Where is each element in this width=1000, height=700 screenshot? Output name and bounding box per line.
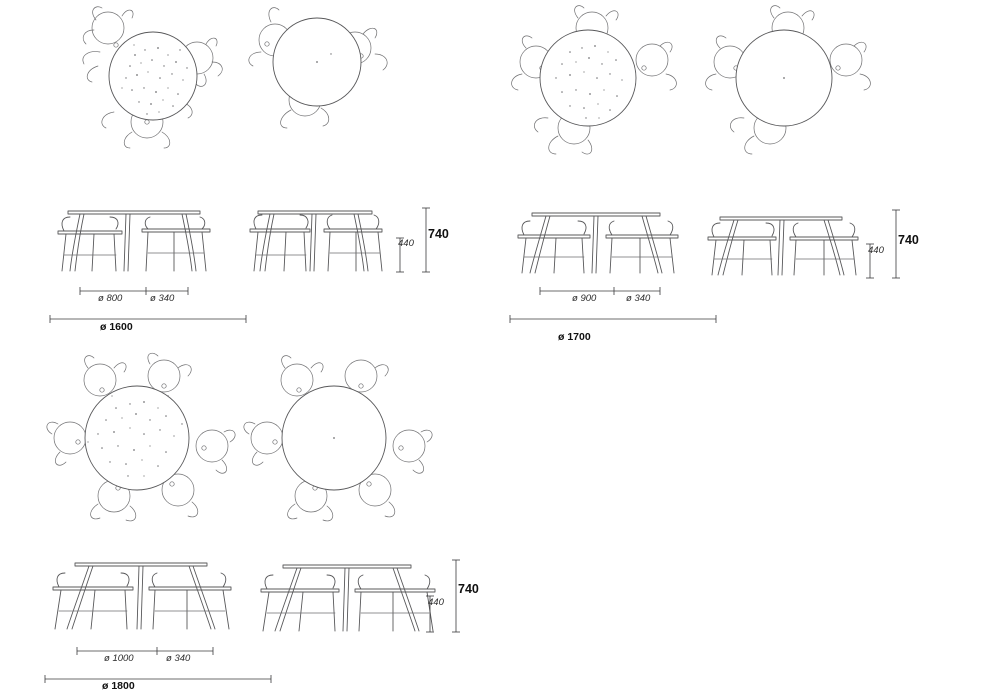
elevation-drawing xyxy=(50,195,220,285)
table-top-circle xyxy=(540,30,636,126)
table-top-label-1800: ø 1000 xyxy=(104,653,134,664)
config-1800-plan-plain xyxy=(235,350,450,525)
base-label-1600: ø 340 xyxy=(150,293,175,304)
config-1700-elevation-b xyxy=(700,195,865,285)
plan-drawing xyxy=(40,350,255,525)
plan-drawing xyxy=(500,0,715,175)
horizontal-dimension-lines xyxy=(510,285,720,335)
base-label-1800: ø 340 xyxy=(166,653,191,664)
plan-drawing xyxy=(235,0,445,175)
config-1600-elevation-b xyxy=(240,195,390,285)
config-1800-elevation-a xyxy=(45,545,240,640)
config-1600-plan-textured xyxy=(40,0,250,175)
table-top-label-1600: ø 800 xyxy=(98,293,123,304)
base-label-1700: ø 340 xyxy=(626,293,651,304)
elevation-drawing xyxy=(240,195,390,285)
config-1700-horizontal-dims xyxy=(510,285,720,335)
table-top-circle xyxy=(85,386,189,490)
elevation-drawing xyxy=(510,195,690,285)
plan-drawing xyxy=(40,0,250,175)
config-1700-elevation-a xyxy=(510,195,690,285)
plan-drawing xyxy=(690,0,905,175)
table-top-circle xyxy=(109,32,197,120)
elevation-drawing xyxy=(45,545,240,640)
overall-diameter-label-1600: ø 1600 xyxy=(100,321,133,333)
table-top-label-1700: ø 900 xyxy=(572,293,597,304)
elevation-drawing xyxy=(255,545,440,640)
horizontal-dimension-lines xyxy=(45,645,275,695)
elevation-drawing xyxy=(700,195,865,285)
config-1700-plan-plain xyxy=(690,0,905,175)
seat-height-label-1600: 440 xyxy=(398,238,414,249)
overall-diameter-label-1700: ø 1700 xyxy=(558,331,591,343)
config-1700-plan-textured xyxy=(500,0,715,175)
config-1800-elevation-b xyxy=(255,545,440,640)
config-1600-elevation-a xyxy=(50,195,220,285)
seat-height-label-1800: 440 xyxy=(428,597,444,608)
config-1600-plan-plain xyxy=(235,0,445,175)
overall-diameter-label-1800: ø 1800 xyxy=(102,680,135,692)
config-1800-plan-textured xyxy=(40,350,255,525)
table-height-label-1600: 740 xyxy=(428,227,449,241)
plan-drawing xyxy=(235,350,450,525)
table-height-label-1800: 740 xyxy=(458,582,479,596)
config-1800-horizontal-dims xyxy=(45,645,275,695)
table-height-label-1700: 740 xyxy=(898,233,919,247)
seat-height-label-1700: 440 xyxy=(868,245,884,256)
